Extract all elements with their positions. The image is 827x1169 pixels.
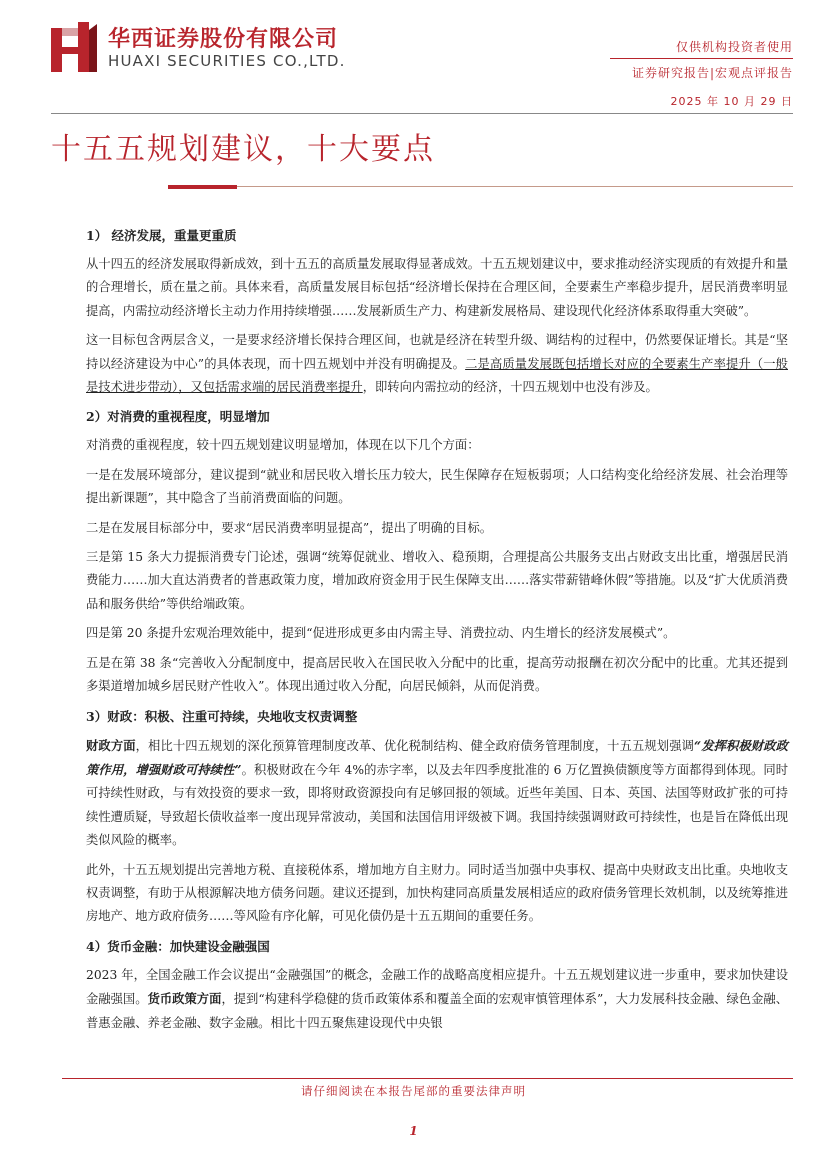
- section-heading-fiscal: 3）财政：积极、注重可持续，央地收支权责调整: [86, 708, 358, 724]
- legal-disclaimer: 请仔细阅读在本报告尾部的重要法律声明: [301, 1084, 526, 1098]
- section-heading-monetary: 4）货币金融：加快建设金融强国: [86, 938, 270, 954]
- paragraph: 财政方面，相比十四五规划的深化预算管理制度改革、优化税制结构、健全政府债务管理制度，十五五规划强调“发挥积极财政政策作用，增强财政可持续性”。积极财政在今年 4%的赤字率，以及去年四季度批准的 6 万亿置换债额度等方面都得到体现。同时可持续性财政，与有效投资的要求一致，即将财政资源投向有足够回报的领域。近些年美国、日本、英国、法国等财政扩张的可持续性遭质疑，导致超长债收益率一度出现异常波动，美国和法国信用评级被下调。我国持续强调财政可持续性，也是旨在降低出现类似风险的概率。: [86, 737, 789, 848]
- report-date: 2025 年 10 月 29 日: [670, 95, 793, 108]
- company-name-cn: 华西证券股份有限公司: [108, 27, 339, 52]
- paragraph: 这一目标包含两层含义，一是要求经济增长保持合理区间，也就是经济在转型升级、调结构的过程中，仍然要保证增长。其是“坚持以经济建设为中心”的具体表现，而十四五规划中并没有明确提及。二是高质量发展既包括增长对应的全要素生产率提升（一般是技术进步带动），又包括需求端的居民消费率提升，即转向内需拉动的经济，十四五规划中也没有涉及。: [86, 333, 788, 395]
- paragraph: 对消费的重视程度，较十四五规划建议明显增加，体现在以下几个方面：: [86, 438, 480, 453]
- paragraph: 2023 年，全国金融工作会议提出“金融强国”的概念，金融工作的战略高度相应提升。十五五规划建议进一步重申，要求加快建设金融强国。货币政策方面，提到“构建科学稳健的货币政策体系和覆盖全面的宏观审慎管理体系”，大力发展科技金融、绿色金融、普惠金融、养老金融、数字金融。相比十四五聚焦建设现代中央银: [86, 967, 788, 1030]
- section-heading-economy: 1） 经济发展，重量更重质: [86, 228, 237, 243]
- footer-divider: [62, 1078, 793, 1079]
- header-divider: [610, 58, 793, 59]
- paragraph: 此外，十五五规划提出完善地方税、直接税体系，增加地方自主财力。同时适当加强中央事权、提高中央财政支出比重。央地收支权责调整，有助于从根源解决地方债务问题。建议还提到，加快构建同高质量发展相适应的政府债务管理长效机制，以及统筹推进房地产、地方政府债务……等风险有序化解，可见化债仍是十五五期间的重要任务。: [86, 862, 788, 924]
- company-name-en: HUAXI SECURITIES CO.,LTD.: [108, 52, 346, 70]
- underlined-text: 二是高质量发展既包括增长对应的全要素生产率提升（一般是技术进步带动），又包括需求端的居民消费率提升: [86, 356, 788, 395]
- report-type: 证券研究报告|宏观点评报告: [631, 66, 793, 80]
- audience-tag: 仅供机构投资者使用: [675, 40, 793, 54]
- paragraph: 从十四五的经济发展取得新成效，到十五五的高质量发展取得显著成效。十五五规划建议中，要求推动经济实现质的有效提升和量的合理增长，质在量之前。具体来看，高质量发展目标包括“经济增长保持在合理区间，全要素生产率稳步提升，居民消费率明显提高，内需拉动经济增长主动力作用持续增强……发展新质生产力、构建新发展格局、建设现代化经济体系取得重大突破”。: [86, 257, 788, 318]
- paragraph: 一是在发展环境部分，建议提到“就业和居民收入增长压力较大，民生保障存在短板弱项；人口结构变化给经济发展、社会治理等提出新课题”，其中隐含了当前消费面临的问题。: [86, 467, 788, 506]
- report-body: [86, 222, 788, 1041]
- title-underline: [237, 186, 793, 187]
- page-number: 1: [409, 1124, 418, 1138]
- paragraph: 三是第 15 条大力提振消费专门论述，强调“统筹促就业、增收入、稳预期，合理提高公共服务支出占财政支出比重，增强居民消费能力……加大直达消费者的普惠政策力度，增加政府资金用于民生保障支出……落实带薪错峰休假”等措施。以及“扩大优质消费品和服务供给”等供给端政策。: [86, 550, 788, 611]
- section-heading-consumption: 2）对消费的重视程度，明显增加: [86, 409, 270, 425]
- huaxi-logo-icon: [51, 22, 97, 72]
- page-title: 十五五规划建议，十大要点: [51, 132, 435, 167]
- top-rule: [51, 113, 793, 114]
- paragraph: 四是第 20 条提升宏观治理效能中，提到“促进形成更多由内需主导、消费拉动、内生增长的经济发展模式”。: [86, 626, 676, 641]
- title-accent-bar: [168, 185, 237, 189]
- paragraph: 五是在第 38 条“完善收入分配制度中，提高居民收入在国民收入分配中的比重，提高劳动报酬在初次分配中的比重。尤其还提到多渠道增加城乡居民财产性收入”。体现出通过收入分配，向居民倾斜，从而促消费。: [86, 655, 788, 694]
- paragraph: 二是在发展目标部分中，要求“居民消费率明显提高”，提出了明确的目标。: [86, 520, 493, 535]
